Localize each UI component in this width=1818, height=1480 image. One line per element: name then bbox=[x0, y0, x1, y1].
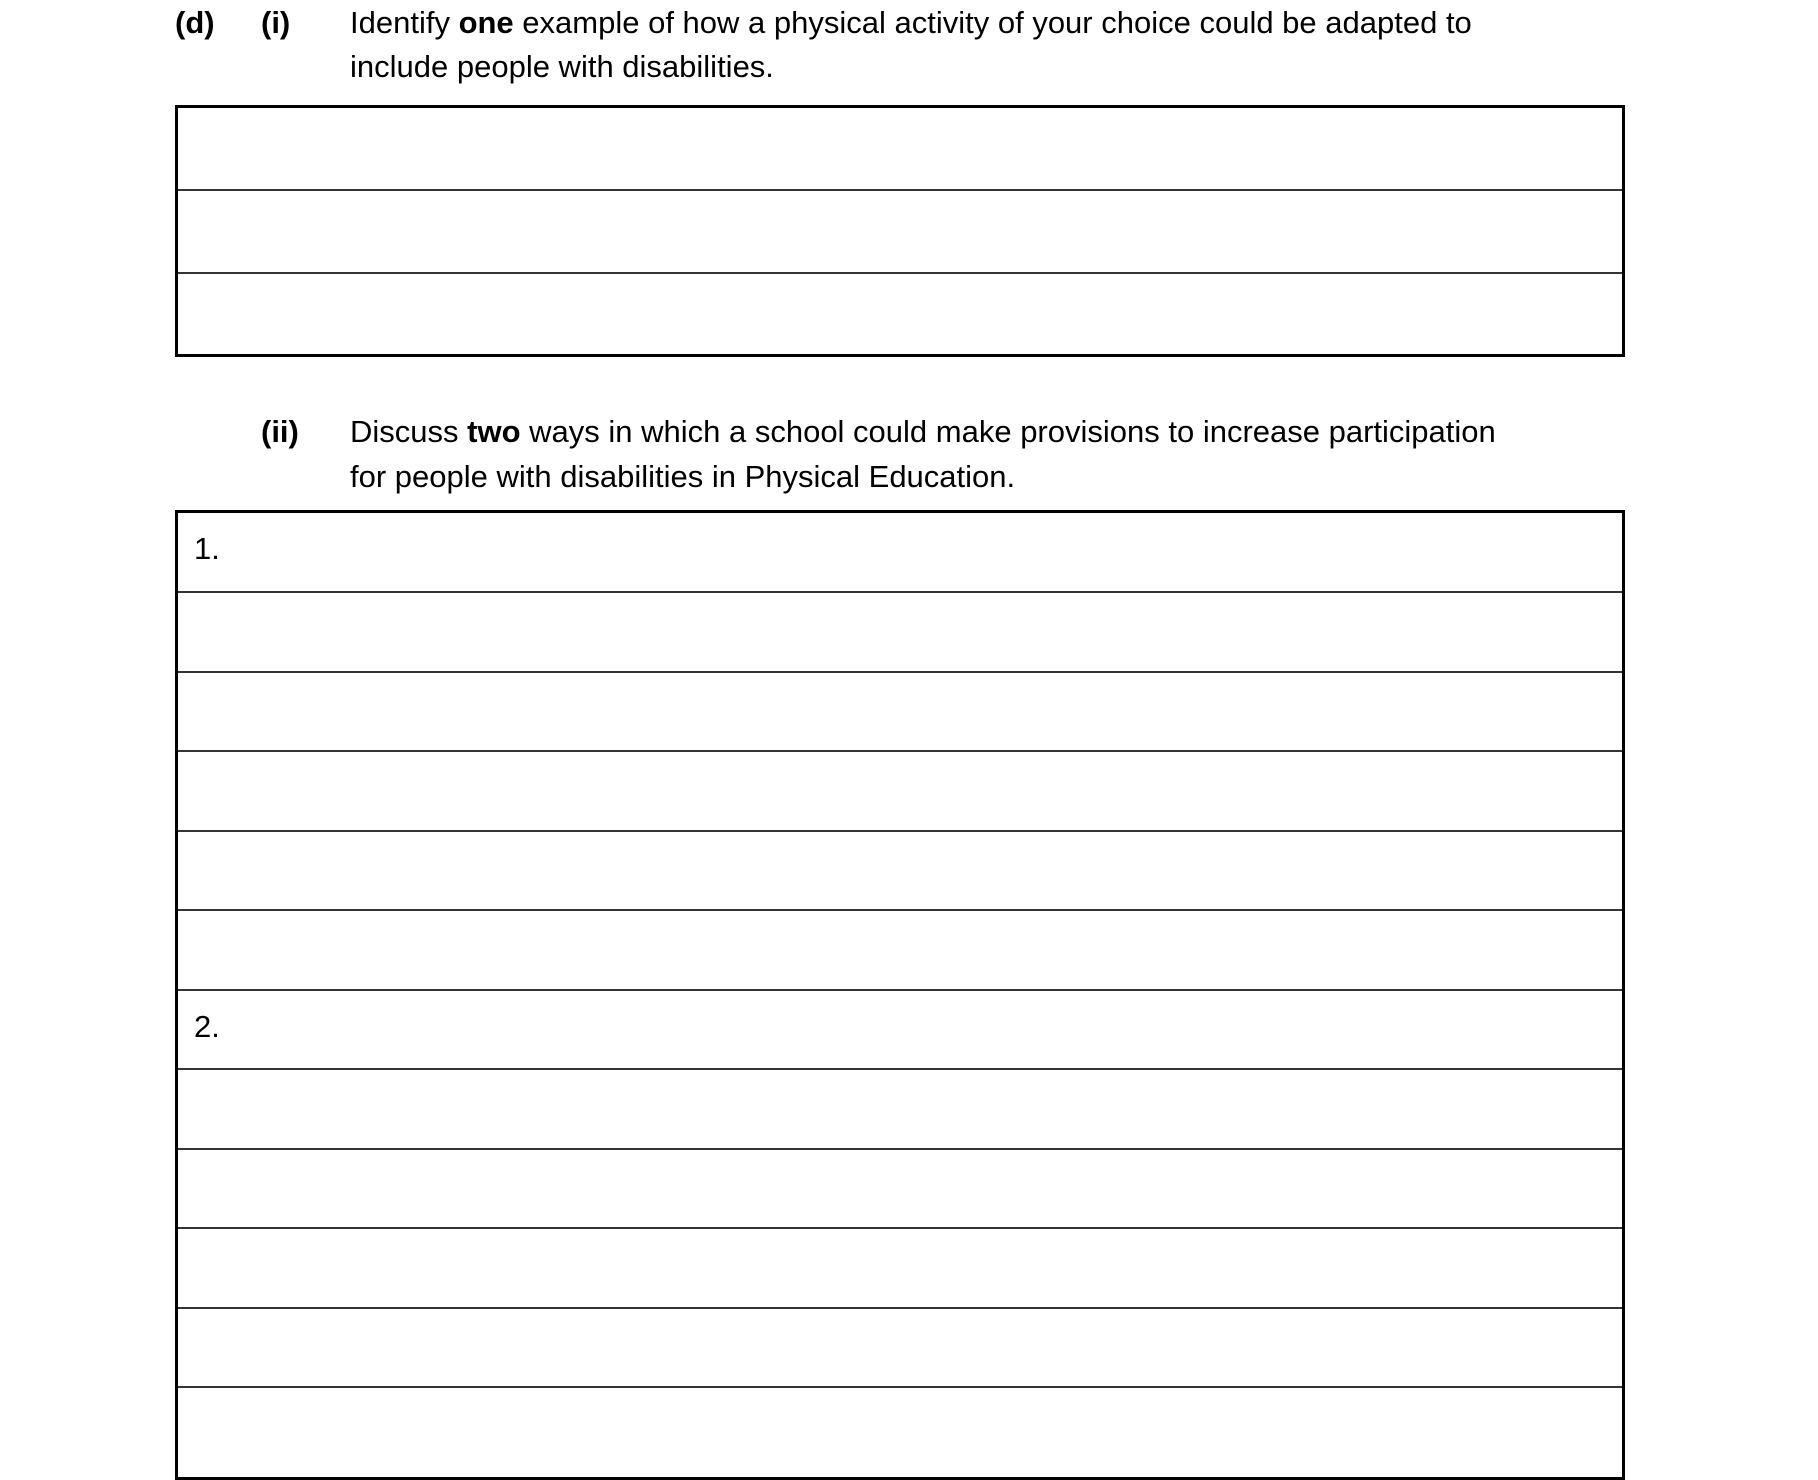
question-i-text-post: example of how a physical activity of your choice could be adapted to bbox=[513, 5, 1472, 40]
answer-line-input[interactable] bbox=[238, 523, 1612, 581]
answer-row[interactable] bbox=[178, 1309, 1622, 1389]
answer-box-ii bbox=[175, 510, 1625, 1480]
answer-line-input[interactable] bbox=[238, 1239, 1612, 1297]
answer-line-input[interactable] bbox=[238, 1319, 1612, 1377]
answer-row[interactable] bbox=[178, 752, 1622, 832]
answer-line-input[interactable] bbox=[238, 603, 1612, 661]
question-ii-emphasis: two bbox=[467, 414, 521, 449]
answer-row[interactable] bbox=[178, 1229, 1622, 1309]
answer-line-input[interactable] bbox=[238, 1001, 1612, 1059]
answer-row[interactable] bbox=[178, 832, 1622, 912]
answer-line-input[interactable] bbox=[238, 201, 1612, 262]
answer-box-i bbox=[175, 105, 1625, 357]
answer-row[interactable] bbox=[178, 1388, 1622, 1468]
answer-row[interactable] bbox=[178, 108, 1622, 191]
question-i-text-pre: Identify bbox=[350, 5, 459, 40]
answer-line-input[interactable] bbox=[238, 683, 1612, 741]
question-i-line-1 bbox=[350, 0, 1472, 45]
question-ii-line-1 bbox=[350, 409, 1496, 454]
question-i-line-2: include people with disabilities. bbox=[350, 49, 774, 84]
answer-row[interactable] bbox=[178, 1150, 1622, 1230]
answer-line-input[interactable] bbox=[238, 118, 1612, 179]
answer-line-input[interactable] bbox=[238, 921, 1612, 979]
answer-number-2: 2. bbox=[194, 1008, 220, 1044]
answer-row[interactable] bbox=[178, 191, 1622, 274]
answer-line-input[interactable] bbox=[238, 284, 1612, 344]
question-i-emphasis: one bbox=[458, 5, 514, 40]
subpart-label-ii: (ii) bbox=[261, 414, 299, 449]
answer-row[interactable] bbox=[178, 593, 1622, 673]
question-ii-line-2: for people with disabilities in Physical Education. bbox=[350, 459, 1016, 494]
question-ii-text-post: ways in which a school could make provisions to increase participation bbox=[520, 414, 1496, 449]
answer-line-input[interactable] bbox=[238, 1160, 1612, 1218]
answer-row[interactable] bbox=[178, 911, 1622, 991]
subpart-label-i: (i) bbox=[261, 5, 291, 40]
answer-line-input[interactable] bbox=[238, 842, 1612, 900]
question-ii-text-pre: Discuss bbox=[350, 414, 468, 449]
answer-line-input[interactable] bbox=[238, 762, 1612, 820]
answer-row-2[interactable] bbox=[178, 991, 1622, 1071]
answer-row[interactable] bbox=[178, 274, 1622, 354]
answer-row-1[interactable] bbox=[178, 513, 1622, 593]
part-label-d: (d) bbox=[175, 5, 215, 40]
answer-row[interactable] bbox=[178, 673, 1622, 753]
answer-line-input[interactable] bbox=[238, 1080, 1612, 1138]
answer-number-1: 1. bbox=[194, 531, 220, 566]
answer-row[interactable] bbox=[178, 1070, 1622, 1150]
answer-line-input[interactable] bbox=[238, 1398, 1612, 1458]
